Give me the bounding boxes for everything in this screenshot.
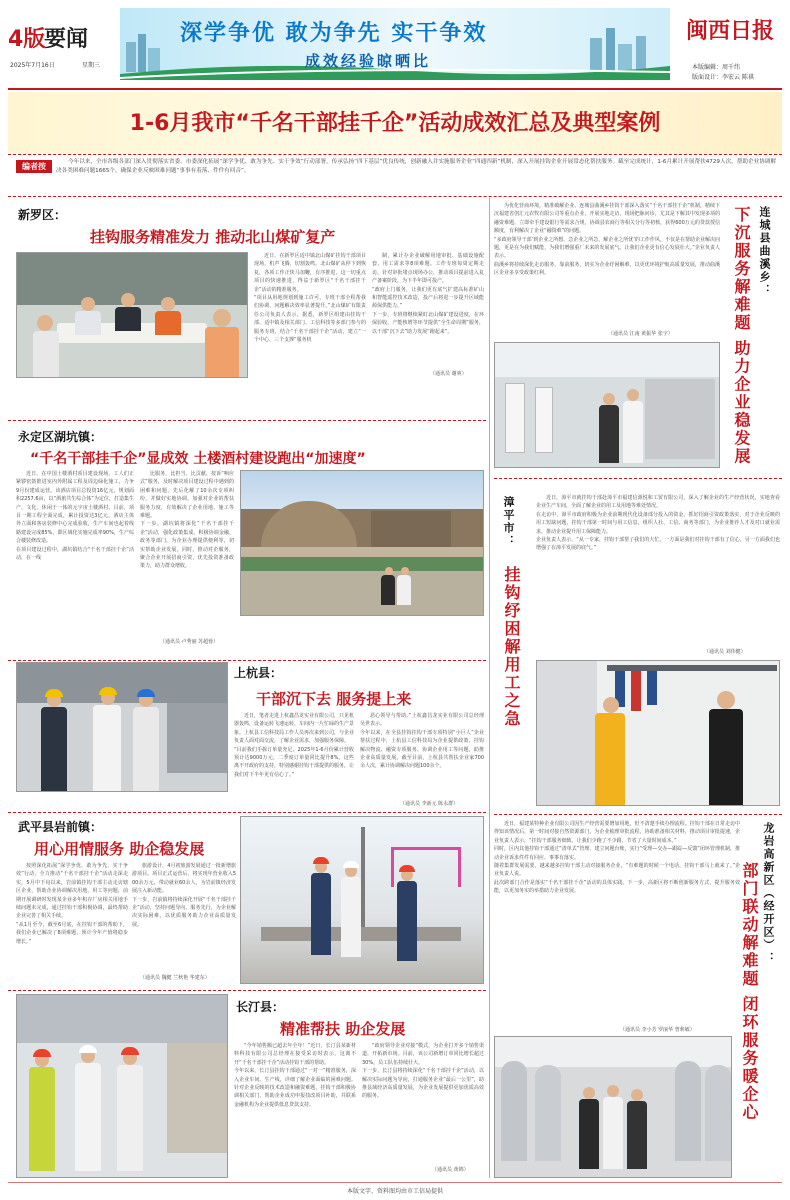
banner-subtitle: 成效经验晾晒比: [305, 52, 432, 70]
section-area-lianhe: 连城县曲溪乡：: [758, 206, 771, 297]
divider-lianhe: [494, 478, 782, 479]
article-wuping-col1: 按照深化拓展“深学争优、敢为争先、实干争效”行动，全力推动“千名干部挂千企”活动走深走实，5月中下旬以来，岩前镇挂钩干部主动走访辖区企业，帮助企业协调解决用地、用工等问题，前期开展调研时发现某企业多年积存厂房相关用地手续问题未完成，通过挂钩干部积极协调，最终帮助企业完善了相关手续。 “从1月至今，截至6月底，在挂钩干部的帮助下，我们企业已解决了8项难题，预计今年产值将稳步增长。”: [16, 863, 128, 945]
section-area-wuping: 武平县岩前镇：: [18, 820, 103, 834]
section-title-changting: 精准帮扶 助企发展: [280, 1020, 406, 1038]
section-title-wuping: 用心用情服务 助企稳发展: [34, 840, 205, 858]
credit-yongding: （通讯员 卢秀丽 苏超蓉）: [160, 639, 219, 645]
photo-changting-factory: [16, 994, 228, 1178]
article-changting-col1: “今年销售额已超去年全年！”近日，长汀县某新材料科技有限公司总经理在接受采访时表示，这离不开“千名干部挂千企”活动挂钩干部的帮助。 今年以来，长汀县挂钩干部通过“一对一”精准服务，深入企业车间、生产线，详细了解企业面临的困难问题。针对企业反映的技术改造和融资难题，挂钩干部积极协调相关部门，帮助企业成功申报技改项目补助，并联系金融机构为企业提供低息贷款支持。: [234, 1043, 356, 1108]
article-yongding-col1: 近日，在中国土楼酒村项目建设现场，工人们正紧锣密鼓推进室内外附属工程及周边绿化施工，力争9月份建成运营。该酒店项目总投资16亿元，规划面积2257.6亩，以“酒旅共生综合体”为定位，打造集生产、文化、休闲于一体的元宇宙土楼酒村。目前，项目一期工程全面完成，累计投资达3亿元，酒店主体外立面和客房装修中心完成验收，生产车间也起着线路建设完成85%，即区域化实施完成率90%，生产综合楼装修改造。 在项目建设过程中，湖坑镇结合“千名干部挂千企”活动，在一线: [16, 471, 134, 562]
article-lianhe-col1: 为优化营商环境，精准破解企业、连城县曲溪乡挂钩干部深入落实“千名干部挂千企”机制，精续下沉福建省创汇元农牧有限公司等重点企业，开展实地走访，现场把脉问诊，尤其是下解其中发现多项的融资难题，立即牵手建设银行等需求合规，协调县农商行等相关分行等初核，获得600万元的贷款授信额度，有利解决了企业“融资难”的问题。 “多政府领导干部‘到企业之所想，急企业之所急，解企业之所忧’的工作作风，不仅是在帮助企业解决问题，更是在为我们赋能，为我们增强重厂未来的发展底气。让我们企业更有信心发展壮大。”企业负责人表示。 曲溪乡将持续深化走访服务，靠前服务，切实为企业纾困解难，以更优环境护航高质量发展，推动曲溪区企业多享受政策红利。: [494, 203, 720, 277]
proof-credit: 版面设计：李宏云 陈祺: [692, 74, 754, 81]
article-longyan-col1: 近日，福建某特种企业有限公司因生产经营需要增加用地，但不清楚手续办理流程。挂钩干部在日常走访中得知该情况后，第一时间对接自然资源部门，为企业梳理审批流程，协助准备相关材料，推动项目审批提速，企业负责人表示，“挂钩干部服务细致，让我们少跑了不少路，节省了大量时间成本。” 同时，区内其他挂钩干部通过“清单式”管理，建立问题台账，实行“受理—交办—跟踪—反馈”闭环管理机制，推动企业诉求件件有回应、事事有落实。 随着集群发展需要，越来越多挂钩干部主动对接服务企业，“有难题的时候一个电话，挂钩干部马上就来了。”企业负责人说。 此次跨部门合作是落实“千名干部挂千企”活动的具体实践。下一步，高新区将不断创新服务方式，提升服务效能，以更加务实的举措助力企业发展。: [494, 821, 740, 895]
issue-weekday: 星期三: [82, 62, 101, 69]
section-area-xinluo: 新罗区：: [18, 208, 67, 222]
note-divider: [8, 196, 782, 197]
page-number: 4版: [8, 27, 46, 52]
issue-date: 2025年7月16日: [10, 62, 55, 69]
photo-xinluo-meeting: [16, 252, 248, 378]
photo-longyan-workshop: [494, 1036, 732, 1178]
section-area-shanghang: 上杭县：: [234, 666, 283, 680]
paper-logo: 闽西日报: [686, 18, 775, 44]
photo-yongding-tulou: [240, 470, 484, 616]
article-xinluo-col2: 制，累计办企业破解用地审批、基础设施配套、用工需求等8项难题。工作专班每周定期走访，针对审批堵点现场办公，推动项目提前进入复产备案阶段，为下半年即可投产。 “政府上门服务，让我们更有底气扩建高标准矿山和智能遥控技术改造，投产后将进一步提升区域能源保供能力。” 下一步，专班将继续紧盯北山煤矿建设进度，在环保验收、产能核增等环节提供“全生命周期”服务，以干部“沉下去”助力发展“跑起来”。: [372, 253, 484, 335]
credit-changting: （通讯员 黄锦）: [432, 1167, 469, 1173]
article-shanghang-col1: 近日，笔者走进上杭鑫昌龙实业有限公司，只见机器轰鸣，设备运转飞速运转，车间内一片忙碌的生产景象。上杭县工信科技局工作人员再次来到公司，与企业负责人面对面交流，了解企业需求，加强服务保障。 “目前我们手握订单量充足，2025年1-6月份累计营收预计达9000万元，二季度订单量同比提升8%。这些离不开政府的支持，特别感谢挂钩干部提供的服务，让我们对下半年更有信心了。”: [234, 713, 354, 778]
section-title-shanghang: 干部沉下去 服务提上来: [256, 690, 412, 708]
masthead: [0, 0, 790, 88]
section-area-changting: 长汀县：: [236, 1000, 285, 1014]
footer-rule: [8, 1182, 782, 1183]
section-area-zhangping: 漳平市：: [502, 496, 515, 548]
article-zhangping-col1: 近日，漳平市就挂钩干部赴漳平市福建信源悦和工贸有限公司，深入了解企业的生产经营状况，实地查看企业生产车间，全面了解企业的用工及用地等难处情况。 在走访中，漳平市政府积极为企业前期现代化设备部分投入的资金，抓好招商引资政策落实，对于企业反映的用工短缺问题，挂钩干部第一时间与用工信息，组织人社、工信、商务等部门，为企业推荐人才及对口就业需求，推动企业提升用工保障能力。 企业负责人表示，“从一专家，挂钩干部帮了我们的大忙，一方面是我们对挂钩干部有了信心，另一方面我们也增强了在漳平发展的底气。”: [536, 495, 780, 552]
banner: [120, 8, 670, 80]
credit-zhangping: （通讯员 刘伟健）: [704, 649, 746, 655]
divider-zhangping: [494, 814, 782, 815]
divider-wuping: [8, 990, 486, 991]
article-yongding-col2: 比服务，比担当，比贡献，按诉“响应式”服务，及时解决项目建设过程中遇到的困难和问题，先后化解了10余次专项纠纷，并做好实地协调，加强对企业的帮扶服务力度，有效解决了企业用地、施工等难题。 下一步，湖坑镇将深化“千名干部挂千企”活动，强化政策集成，积极协调金融、政务等部门，为企业办理提供便利等，切实帮助企业发展。同时，推动对企服务，聚合企业开展招商引资，优先投资准备政策力，助力群众增收。: [140, 471, 234, 570]
headline-box: [8, 92, 782, 154]
banner-slogan: 深学争优 敢为争先 实干争效: [180, 21, 488, 46]
divider-xinluo: [8, 420, 486, 421]
article-xinluo-col1: 近日，在新罗区适中镇北山煤矿挂钩干部项目现场，机声飞腾，切割轰鸣。北山煤矿从停下到恢复，各项工作正快马加鞭，有序推进，这一切重点项目的快速推进，得益于新罗区“千名干部挂千企”活动的精准服务。 “项目从用地规划到施工许可，专班干部全程帮我们协调，问题解决效率显著提升。”北山煤矿有限责任公司负责人表示。据悉，新罗区组建由挂钩干部、适中镇及相关部门、工信科技等多部门参与的服务专班，结合“千名干部挂千企”活动，建立“一个中心、三个支撑”服务机: [254, 253, 366, 344]
divider-shanghang: [8, 812, 486, 813]
photo-wuping-site: [240, 816, 484, 984]
article-shanghang-col2: 恶心领导与帮助。”上杭鑫昌龙实业有限公司总经理吴世表示。 今年以来，在全县挂钩挂钩干部专项特别“小巨人”企业帮扶过程中，上杭县工信科技局为企业提供政策、挂钩解决物流、融资专项服务、协调企业用工等问题，助推企业高质量发展。截至目前，上杭县共帮扶企业家700余人次，累计协调解决问题100余个。: [360, 713, 484, 770]
credit-shanghang: （通讯员 李新元 陈永群）: [400, 801, 459, 807]
editor-note-label: 编者按: [16, 160, 52, 173]
editor-credit: 本版编辑：周千纬: [692, 64, 741, 71]
credit-wuping: （通讯员 魏健 兰秋艳 华建东）: [140, 975, 210, 981]
article-wuping-col2: 旅游设计，4月初旅游发展通过一批新增旅游项目。项目正式运营后，将实现年营业收入500余万元，带动就业60余人，为岩前镇经济发展注入新动能。 下一步，岩前镇将持续深化开展“千名干部挂千企”活动，坚持问题导向、服务先行，为企业解决实际困难，以优质服务助力企业高质量发展。: [132, 863, 236, 928]
credit-xinluo: （通讯员 谢爽）: [430, 371, 467, 377]
credit-longyan: （通讯员 李小芳 罗丽华 曾莉敏）: [620, 1027, 695, 1033]
section-area-yongding: 永定区湖坑镇：: [18, 430, 103, 444]
credit-lianhe: （通讯员 江南 黄振华 张宇）: [608, 331, 673, 337]
page-headline: 1-6月我市“千名干部挂千企”活动成效汇总及典型案例: [129, 111, 661, 136]
section-name: 要闻: [44, 27, 89, 52]
footer-note: 本版文字、资料图均由市工信局提供: [346, 1188, 443, 1195]
section-title-lianhe: 下沉服务解难题 助力企业稳发展: [732, 206, 751, 466]
section-title-yongding: “千名干部挂千企”显成效 土楼酒村建设跑出“加速度”: [30, 451, 366, 467]
photo-lianhe-factory: [494, 342, 720, 468]
masthead-rule: [8, 88, 782, 90]
headline-divider: [8, 154, 782, 155]
article-changting-col2: “政府领导企业对接”模式，为企业打开多个销售渠道，开拓新市场。目前，该公司新增订单同比增长超过30%，员工队伍持续壮大。 下一步，长汀县将持续深化“千名干部挂千企”活动，以解决实际问题为导向，打通服务企业“最后一公里”，助推县域经济高质量发展，为企业发展提供更加优质高效的服务。: [362, 1043, 484, 1100]
section-title-longyan: 部门联动解难题 闭环服务暖企心: [740, 862, 759, 1122]
photo-shanghang-workers: [16, 662, 228, 792]
column-divider-left: [489, 198, 490, 1178]
section-area-longyan: 龙岩高新区（经开区）：: [762, 822, 775, 965]
section-title-xinluo: 挂钩服务精准发力 推动北山煤矿复产: [90, 228, 336, 246]
editor-note: 今年以来，全市各级各部门深入贯彻落实省委、市委深化拓展“深学争优、敢为争先、实干争效”行动部署，传承弘扬“四下基层”优良传统，创新融入并实施服务企业“四通四新”机制，深入开展挂钩企业开展常态化帮扶服务。截至完成统计，1-6月累计开展帮扶4729人次，帮助企业协调解决各类困难问题1665个，确保企业反映困难问题“事事有着落、件件有回音”。: [56, 159, 776, 174]
divider-yongding: [8, 660, 486, 661]
section-title-zhangping: 挂钩纾困解用工之急: [502, 566, 521, 728]
photo-zhangping-visit: [536, 660, 780, 806]
